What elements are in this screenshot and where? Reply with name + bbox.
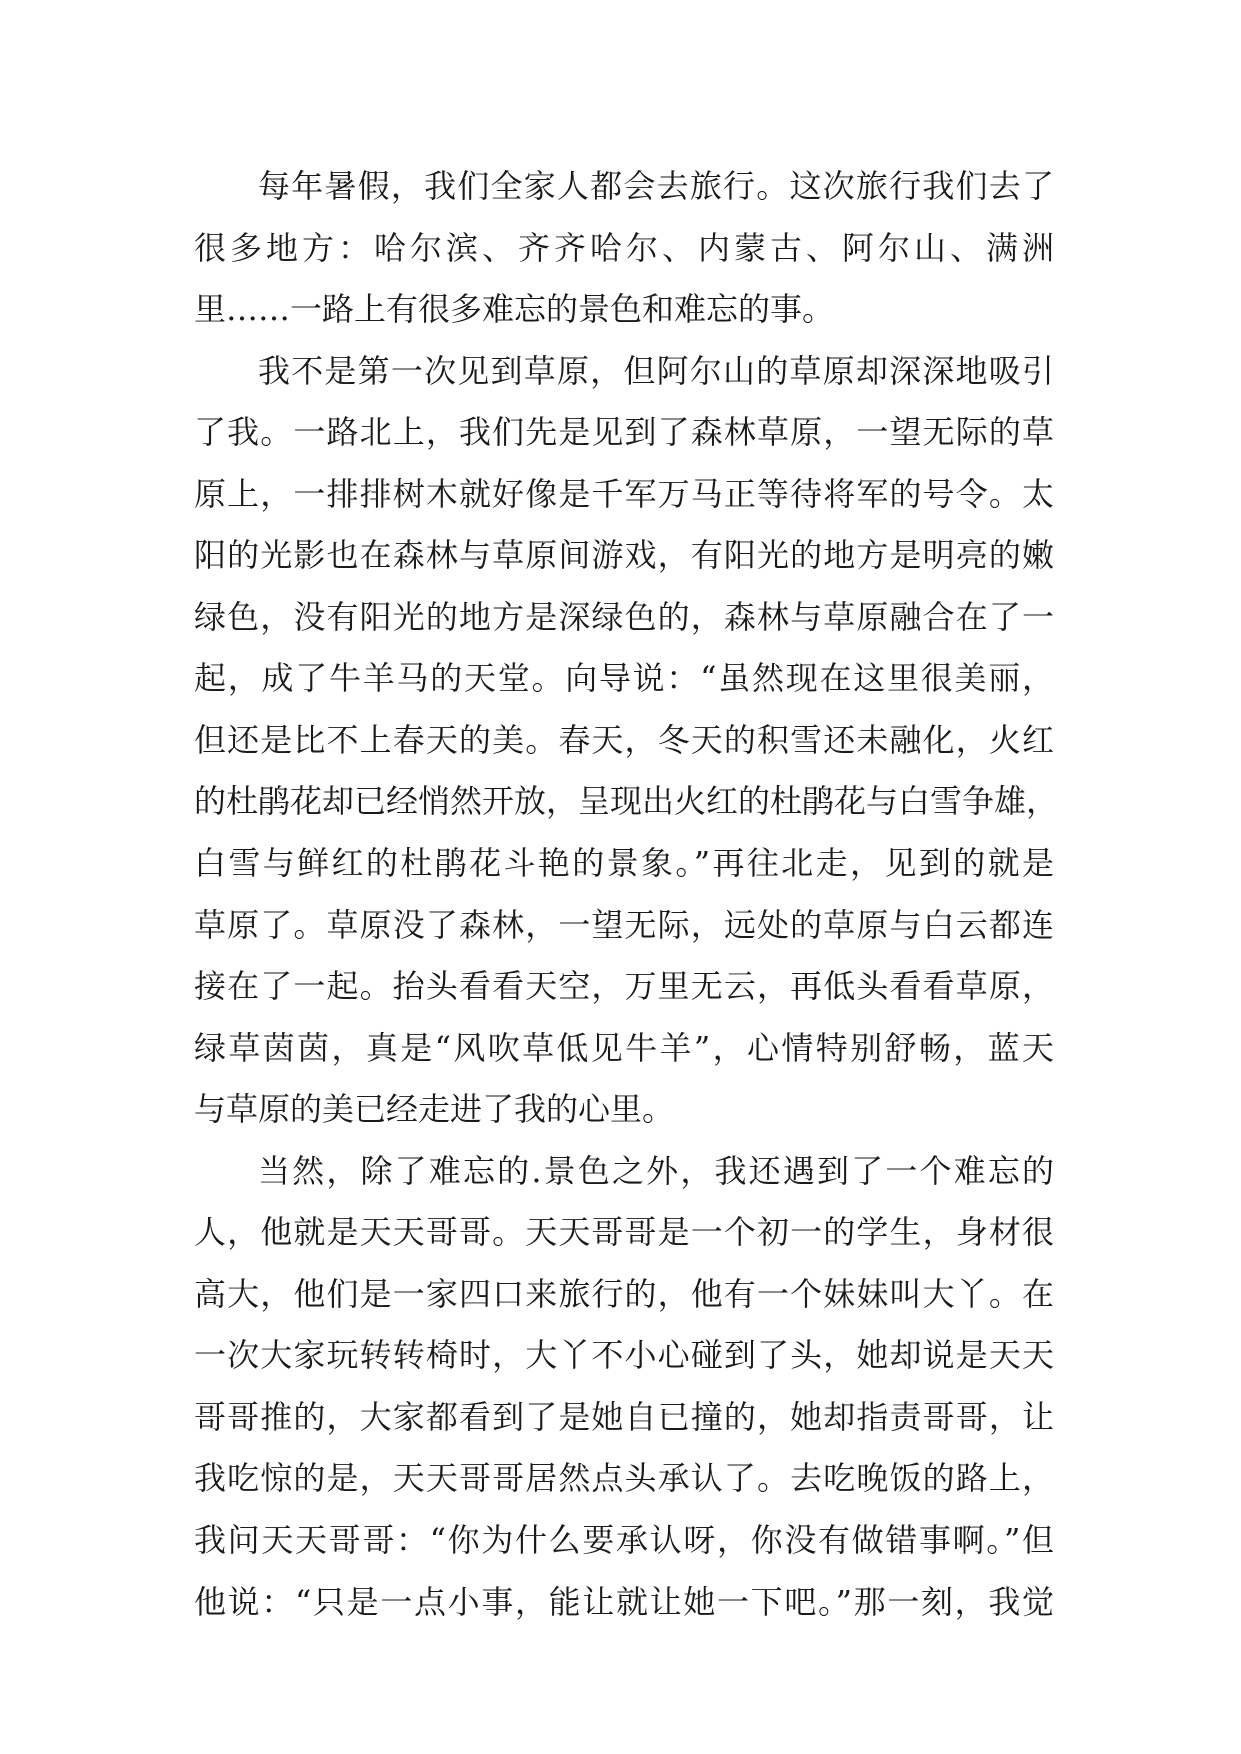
text-line: 我吃惊的是，天天哥哥居然点头承认了。去吃晚饭的路上， bbox=[194, 1459, 1054, 1498]
text-line: 一次大家玩转转椅时，大丫不小心碰到了头，她却说是天天 bbox=[194, 1336, 1054, 1375]
text-line: 但还是比不上春天的美。春天，冬天的积雪还未融化，火红 bbox=[194, 720, 1054, 759]
text-line: 绿色，没有阳光的地方是深绿色的，森林与草原融合在了一 bbox=[194, 597, 1054, 636]
text-line: 与草原的美已经走进了我的心里。 bbox=[194, 1090, 675, 1129]
text-line: 当然，除了难忘的.景色之外，我还遇到了一个难忘的 bbox=[258, 1151, 1054, 1190]
text-line: 人，他就是天天哥哥。天天哥哥是一个初一的学生，身材很 bbox=[194, 1213, 1054, 1252]
text-line: 绿草茵茵，真是“风吹草低见牛羊”，心情特别舒畅，蓝天 bbox=[194, 1028, 1054, 1067]
text-line: 我不是第一次见到草原，但阿尔山的草原却深深地吸引 bbox=[258, 351, 1054, 390]
text-line: 哥哥推的，大家都看到了是她自已撞的，她却指责哥哥，让 bbox=[194, 1397, 1054, 1436]
text-line: 白雪与鲜红的杜鹃花斗艳的景象。”再往北走，见到的就是 bbox=[194, 844, 1054, 883]
document-body bbox=[194, 156, 1059, 1633]
text-line: 我问天天哥哥：“你为什么要承认呀，你没有做错事啊。”但 bbox=[194, 1521, 1054, 1560]
text-line: 原上，一排排树木就好像是千军万马正等待将军的号令。太 bbox=[194, 474, 1054, 513]
text-line: 高大，他们是一家四口来旅行的，他有一个妹妹叫大丫。在 bbox=[194, 1274, 1054, 1313]
text-line: 接在了一起。抬头看看天空，万里无云，再低头看看草原， bbox=[194, 967, 1054, 1006]
text-line: 的杜鹃花却已经悄然开放，呈现出火红的杜鹃花与白雪争雄， bbox=[194, 782, 1059, 821]
text-line: 草原了。草原没了森林，一望无际，远处的草原与白云都连 bbox=[194, 905, 1054, 944]
text-line: 每年暑假，我们全家人都会去旅行。这次旅行我们去了 bbox=[258, 167, 1054, 205]
text-line: 了我。一路北上，我们先是见到了森林草原，一望无际的草 bbox=[194, 413, 1054, 452]
text-line: 他说：“只是一点小事，能让就让她一下吧。”那一刻，我觉 bbox=[194, 1582, 1054, 1621]
text-line: 里……一路上有很多难忘的景色和难忘的事。 bbox=[194, 290, 835, 329]
text-line: 很多地方：哈尔滨、齐齐哈尔、内蒙古、阿尔山、满洲 bbox=[194, 228, 1054, 267]
text-line: 阳的光影也在森林与草原间游戏，有阳光的地方是明亮的嫩 bbox=[194, 536, 1054, 575]
text-line: 起，成了牛羊马的天堂。向导说：“虽然现在这里很美丽， bbox=[194, 659, 1054, 698]
